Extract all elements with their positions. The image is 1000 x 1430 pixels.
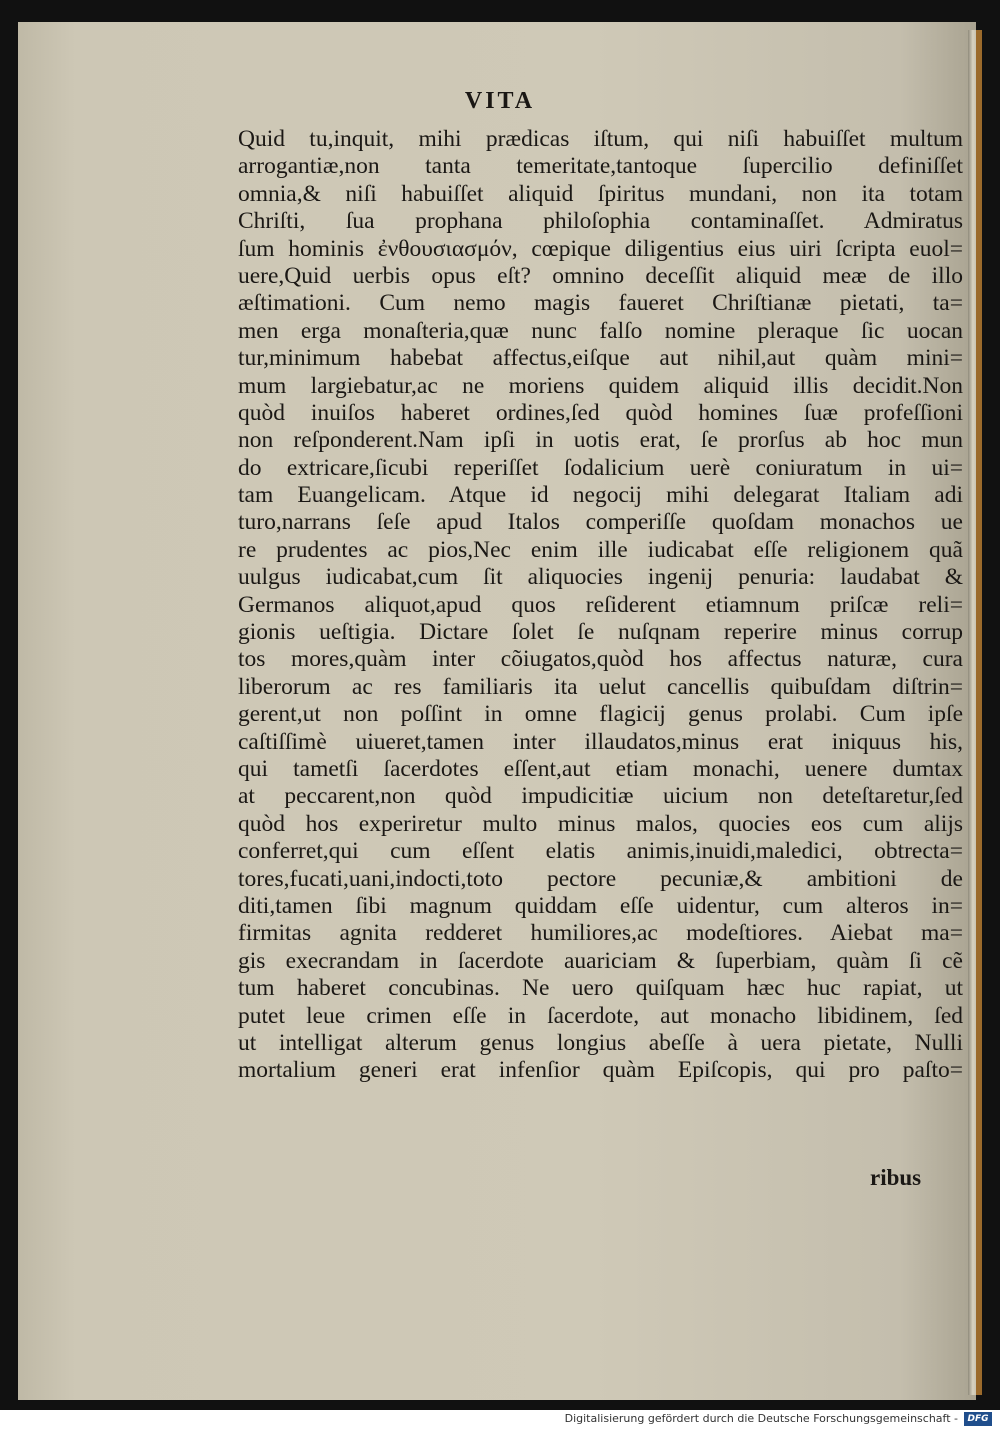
text-line: men erga monaſteria,quæ nunc falſo nomine pleraque ſic uocan [238,317,963,344]
text-line: putet leue crimen eſſe in ſacerdote, aut monacho libidinem, ſed [238,1002,963,1029]
text-line: Quid tu,inquit, mihi prædicas iſtum, qui niſi habuiſſet multum [238,126,963,152]
text-line: diti,tamen ſibi magnum quiddam eſſe uidentur, cum alteros in= [238,892,963,919]
text-line: qui tametſi ſacerdotes eſſent,aut etiam monachi, uenere dumtax [238,755,963,782]
text-line: conferret,qui cum eſſent elatis animis,inuidi,maledici, obtrecta= [238,838,963,865]
text-line: quòd inuiſos haberet ordines,ſed quòd homines ſuæ profeſſioni [238,399,963,426]
text-line: caſtiſſimè uiueret,tamen inter illaudatos,minus erat iniquus his, [238,728,963,755]
text-line: tum haberet concubinas. Ne uero quiſquam hæc huc rapiat, ut [238,975,963,1002]
running-head: VITA [464,88,536,114]
text-line: Germanos aliquot,apud quos reſiderent etiamnum priſcæ reli= [238,591,963,618]
text-line: tores,fucati,uani,indocti,toto pectore pecuniæ,& ambitioni de [238,865,963,892]
dfg-logo-icon: DFG [964,1412,992,1426]
text-line: mortalium generi erat infenſior quàm Epiſcopis, qui pro paſto= [238,1057,963,1084]
text-line: non reſponderent.Nam ipſi in uotis erat, ſe prorſus ab hoc mun [238,427,963,454]
text-line: firmitas agnita redderet humiliores,ac modeſtiores. Aiebat ma= [238,920,963,947]
text-line: tam Euangelicam. Atque id negocij mihi delegarat Italiam adi [238,482,963,509]
text-line: tur,minimum habebat affectus,eiſque aut nihil,aut quàm mini= [238,345,963,372]
text-line: at peccarent,non quòd impudicitiæ uicium non deteſtaretur,ſed [238,783,963,810]
text-line: omnia,& niſi habuiſſet aliquid ſpiritus mundani, non ita totam [238,180,963,207]
text-line: re prudentes ac pios,Nec enim ille iudicabat eſſe religionem quã [238,536,963,563]
text-line: arrogantiæ,non tanta temeritate,tantoque ſupercilio definiſſet [238,153,963,180]
text-line: gis execrandam in ſacerdote auariciam & ſuperbiam, quàm ſi cẽ [238,947,963,974]
text-line: gionis ueſtigia. Dictare ſolet ſe nuſqnam reperire minus corrup [238,619,963,646]
text-line: quòd hos experiretur multo minus malos, quocies eos cum alijs [238,810,963,837]
text-line: Chriſti, ſua prophana philoſophia contaminaſſet. Admiratus [238,208,963,235]
text-line: do extricare,ſicubi reperiſſet ſodalicium uerè coniuratum in ui= [238,454,963,481]
text-line: æſtimationi. Cum nemo magis faueret Chriſtianæ pietati, ta= [238,290,963,317]
text-line: ut intelligat alterum genus longius abeſſe à uera pietate, Nulli [238,1029,963,1056]
text-line: uere,Quid uerbis opus eſt? omnino deceſſit aliquid meæ de illo [238,262,963,289]
footer-credit: Digitalisierung gefördert durch die Deutsche Forschungsgemeinschaft - [564,1412,958,1425]
color-strip [976,30,982,1395]
text-line: liberorum ac res familiaris ita uelut cancellis quibuſdam diſtrin= [238,673,963,700]
text-line: gerent,ut non poſſint in omne flagicij genus prolabi. Cum ipſe [238,701,963,728]
body-text [238,126,963,1085]
catchword: ribus [870,1165,922,1190]
text-line: ſum hominis ἐνθουσιασμόν, cœpique diligentius eius uiri ſcripta euol= [238,235,963,262]
text-line: uulgus iudicabat,cum ſit aliquocies ingenij penuria: laudabat & [238,564,963,591]
text-line: tos mores,quàm inter cõiugatos,quòd hos affectus naturæ, cura [238,646,963,673]
text-line: turo,narrans ſeſe apud Italos comperiſſe quoſdam monachos ue [238,509,963,536]
text-line: mum largiebatur,ac ne moriens quidem aliquid illis decidit.Non [238,372,963,399]
